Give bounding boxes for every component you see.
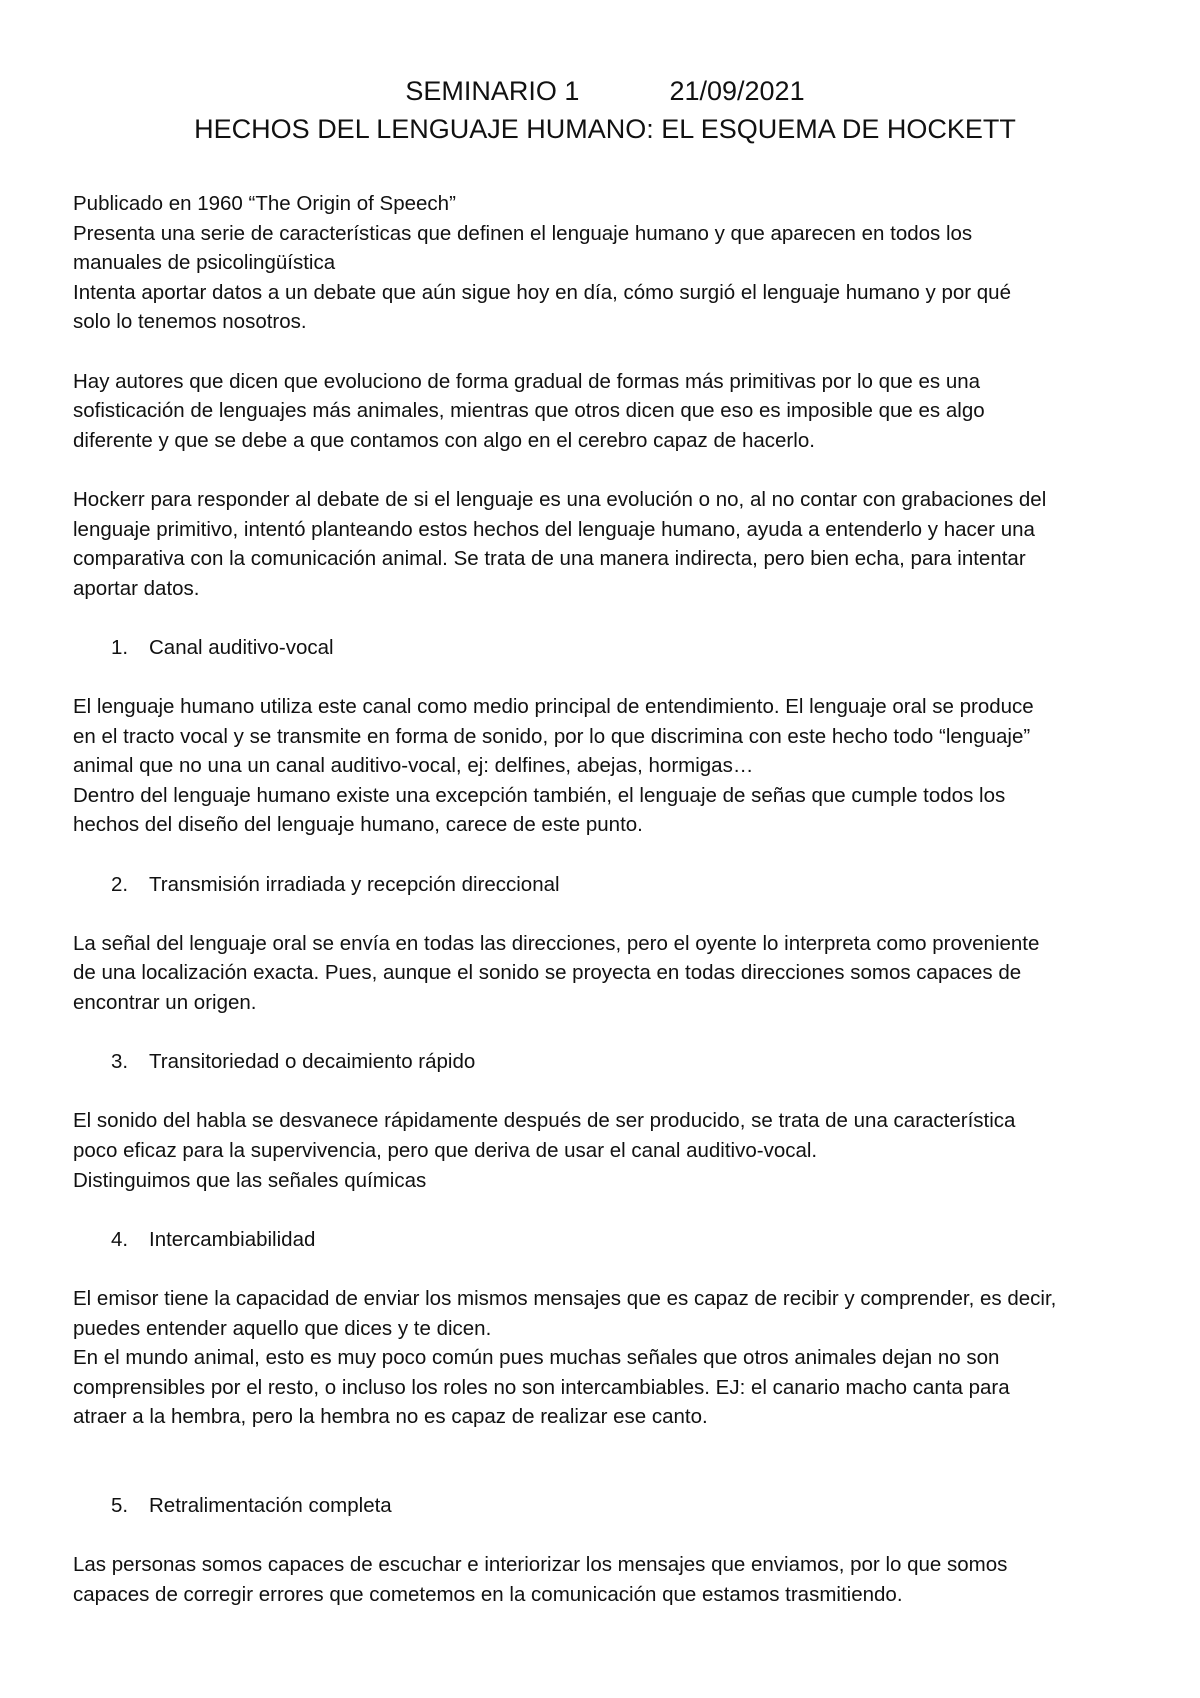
text-line: El sonido del habla se desvanece rápidamente después de ser producido, se trata de una característica [73,1109,1016,1133]
section-number: 3. [111,1050,129,1074]
text-line: diferente y que se debe a que contamos con algo en el cerebro capaz de hacerlo. [73,428,815,452]
text-line: lenguaje primitivo, intentó planteando estos hechos del lenguaje humano, ayuda a entenderlo y hacer una [73,517,1035,541]
section-number: 1. [111,635,129,659]
document-header [0,72,1200,148]
text-line: manuales de psicolingüística [73,251,336,275]
paragraph-authors [73,367,1133,456]
text-line: Distinguimos que las señales químicas [73,1168,427,1192]
text-line: El emisor tiene la capacidad de enviar los mismos mensajes que es capaz de recibir y comprender, es decir, [73,1286,1057,1310]
section-number: 2. [111,872,129,896]
document-subtitle: HECHOS DEL LENGUAJE HUMANO: EL ESQUEMA DE HOCKETT [194,114,1016,144]
text-line: aportar datos. [73,576,200,600]
section-heading [73,1491,1133,1521]
text-line: hechos del diseño del lenguaje humano, carece de este punto. [73,813,643,837]
section-2 [73,870,1133,1018]
text-line: animal que no una un canal auditivo-vocal, ej: delfines, abejas, hormigas… [73,754,754,778]
section-5 [73,1491,1133,1609]
section-title: Retralimentación completa [149,1494,392,1518]
text-line: Hockerr para responder al debate de si el lenguaje es una evolución o no, al no contar con grabaciones del [73,487,1047,511]
text-line: Hay autores que dicen que evoluciono de forma gradual de formas más primitivas por lo que es una [73,369,981,393]
paragraph-hockett [73,485,1133,603]
text-line: Publicado en 1960 “The Origin of Speech” [73,192,456,215]
section-heading [73,870,1133,900]
section-4 [73,1225,1133,1432]
seminar-title: SEMINARIO 1 [405,76,580,106]
text-line: sofisticación de lenguajes más animales, mientras que otros dicen que eso es imposible que es algo [73,399,985,423]
text-line: Presenta una serie de características que definen el lenguaje humano y que aparecen en todos los [73,221,973,245]
text-line: El lenguaje humano utiliza este canal como medio principal de entendimiento. El lenguaje oral se produce [73,695,1034,719]
section-heading [73,633,1133,663]
section-1 [73,633,1133,840]
text-line: en el tracto vocal y se transmite en forma de sonido, por lo que discrimina con este hecho todo “lenguaje” [73,724,1031,748]
section-title: Intercambiabilidad [149,1227,316,1251]
text-line: comprensibles por el resto, o incluso los roles no son intercambiables. EJ: el canario macho canta para [73,1375,1010,1399]
text-line: capaces de corregir errores que cometemos en la comunicación que estamos trasmitiendo. [73,1582,903,1606]
section-title: Transitoriedad o decaimiento rápido [149,1050,476,1074]
document-body [73,189,1133,1610]
text-line: de una localización exacta. Pues, aunque el sonido se proyecta en todas direcciones somos capaces de [73,961,1022,985]
section-heading [73,1047,1133,1077]
section-title: Canal auditivo-vocal [149,635,334,659]
text-line: Las personas somos capaces de escuchar e interiorizar los mensajes que enviamos, por lo que somos [73,1553,1008,1577]
text-line: La señal del lenguaje oral se envía en todas las direcciones, pero el oyente lo interpreta como proveniente [73,931,1040,955]
text-line: atraer a la hembra, pero la hembra no es capaz de realizar ese canto. [73,1405,708,1429]
section-number: 4. [111,1227,129,1251]
seminar-date: 21/09/2021 [669,76,805,106]
text-line: puedes entender aquello que dices y te dicen. [73,1316,492,1340]
intro-paragraph [73,189,1133,337]
text-line: Dentro del lenguaje humano existe una excepción también, el lenguaje de señas que cumple todos los [73,783,1006,807]
section-heading [73,1225,1133,1255]
text-line: encontrar un origen. [73,991,257,1015]
section-title: Transmisión irradiada y recepción direccional [149,872,560,896]
text-line: poco eficaz para la supervivencia, pero que deriva de usar el canal auditivo-vocal. [73,1139,818,1162]
text-line: En el mundo animal, esto es muy poco común pues muchas señales que otros animales dejan no son [73,1346,1000,1370]
text-line: solo lo tenemos nosotros. [73,310,307,334]
section-3 [73,1047,1133,1195]
text-line: Intenta aportar datos a un debate que aún sigue hoy en día, cómo surgió el lenguaje humano y por qué [73,280,1011,304]
section-number: 5. [111,1494,129,1518]
text-line: comparativa con la comunicación animal. Se trata de una manera indirecta, pero bien echa, para intentar [73,547,1026,571]
header-line-1 [0,72,1200,110]
